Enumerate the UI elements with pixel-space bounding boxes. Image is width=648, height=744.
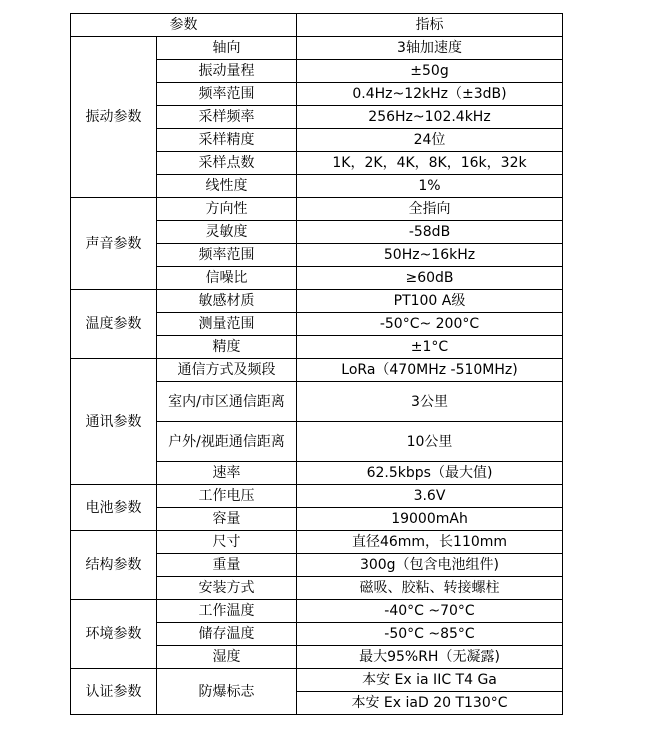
spec-table (70, 13, 563, 715)
value-cell: 全指向 (297, 198, 563, 221)
table-row (71, 531, 563, 554)
param-cell: 振动量程 (157, 60, 297, 83)
table-row (71, 485, 563, 508)
group-name-cell: 声音参数 (71, 198, 157, 290)
param-cell: 精度 (157, 336, 297, 359)
value-cell: 本安 Ex ia IIC T4 Ga (297, 669, 563, 692)
header-param: 参数 (71, 14, 297, 37)
value-cell: 256Hz~102.4kHz (297, 106, 563, 129)
value-cell: ±1°C (297, 336, 563, 359)
value-cell: 0.4Hz~12kHz（±3dB) (297, 83, 563, 106)
value-cell: 3轴加速度 (297, 37, 563, 60)
value-cell: -50°C~ 200°C (297, 313, 563, 336)
header-spec: 指标 (297, 14, 563, 37)
param-cell: 方向性 (157, 198, 297, 221)
value-cell: PT100 A级 (297, 290, 563, 313)
param-cell: 信噪比 (157, 267, 297, 290)
param-cell: 灵敏度 (157, 221, 297, 244)
param-cell: 工作电压 (157, 485, 297, 508)
param-cell: 储存温度 (157, 623, 297, 646)
param-cell: 测量范围 (157, 313, 297, 336)
param-cell: 工作温度 (157, 600, 297, 623)
group-name-cell: 认证参数 (71, 669, 157, 715)
value-cell: LoRa（470MHz -510MHz) (297, 359, 563, 382)
param-cell: 尺寸 (157, 531, 297, 554)
param-cell: 户外/视距通信距离 (157, 422, 297, 462)
table-row (71, 359, 563, 382)
value-cell: 本安 Ex iaD 20 T130°C (297, 692, 563, 715)
param-cell: 轴向 (157, 37, 297, 60)
group-name-cell: 通讯参数 (71, 359, 157, 485)
param-cell: 频率范围 (157, 83, 297, 106)
param-cell: 采样点数 (157, 152, 297, 175)
value-cell: 1K，2K，4K，8K，16k，32k (297, 152, 563, 175)
header-row (71, 14, 563, 37)
param-cell: 室内/市区通信距离 (157, 382, 297, 422)
table-row (71, 669, 563, 692)
param-cell: 湿度 (157, 646, 297, 669)
param-cell: 防爆标志 (157, 669, 297, 715)
param-cell: 频率范围 (157, 244, 297, 267)
value-cell: -50°C ~85°C (297, 623, 563, 646)
table-row (71, 600, 563, 623)
value-cell: 1% (297, 175, 563, 198)
value-cell: 50Hz~16kHz (297, 244, 563, 267)
value-cell: 19000mAh (297, 508, 563, 531)
table-row (71, 290, 563, 313)
param-cell: 线性度 (157, 175, 297, 198)
table-row (71, 37, 563, 60)
param-cell: 安装方式 (157, 577, 297, 600)
value-cell: 3.6V (297, 485, 563, 508)
group-name-cell: 电池参数 (71, 485, 157, 531)
param-cell: 采样频率 (157, 106, 297, 129)
value-cell: ≥60dB (297, 267, 563, 290)
group-name-cell: 温度参数 (71, 290, 157, 359)
value-cell: 62.5kbps（最大值) (297, 462, 563, 485)
param-cell: 通信方式及频段 (157, 359, 297, 382)
param-cell: 容量 (157, 508, 297, 531)
value-cell: -40°C ~70°C (297, 600, 563, 623)
value-cell: 10公里 (297, 422, 563, 462)
value-cell: 直径46mm，长110mm (297, 531, 563, 554)
value-cell: 磁吸、胶粘、转接螺柱 (297, 577, 563, 600)
table-row (71, 198, 563, 221)
param-cell: 重量 (157, 554, 297, 577)
value-cell: 300g（包含电池组件) (297, 554, 563, 577)
value-cell: 24位 (297, 129, 563, 152)
value-cell: -58dB (297, 221, 563, 244)
group-name-cell: 振动参数 (71, 37, 157, 198)
param-cell: 速率 (157, 462, 297, 485)
value-cell: ±50g (297, 60, 563, 83)
group-name-cell: 结构参数 (71, 531, 157, 600)
value-cell: 3公里 (297, 382, 563, 422)
param-cell: 采样精度 (157, 129, 297, 152)
value-cell: 最大95%RH（无凝露) (297, 646, 563, 669)
param-cell: 敏感材质 (157, 290, 297, 313)
group-name-cell: 环境参数 (71, 600, 157, 669)
